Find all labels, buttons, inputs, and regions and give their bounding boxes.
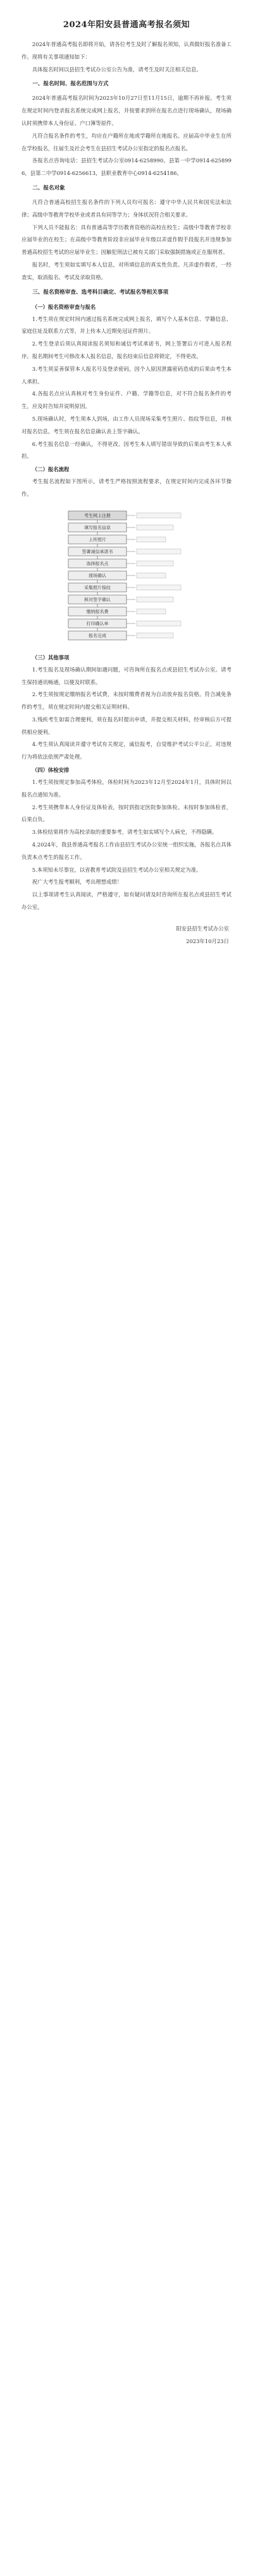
flow-step — [68, 535, 166, 547]
flow-step — [68, 559, 173, 571]
flow-side-note — [137, 609, 166, 614]
section-paragraph: 报名时，考生须如实填写本人信息，对所填信息的真实性负责。凡弄虚作假者，一经查实，取消报名、考试及录取资格。 — [22, 261, 231, 280]
subsection-paragraph: 考生报名流程如下图所示，请考生严格按照流程要求，在规定时间内完成各环节操作。 — [22, 478, 231, 497]
section-paragraph: 凡符合普通高校招生报名条件的下列人员均可报名：遵守中华人民共和国宪法和法律；高级中等教育学校毕业或者具有同等学力；身体状况符合相关要求。 — [22, 198, 231, 218]
section-paragraph: 下列人员不能报名：具有普通高等学历教育资格的高校在校生；高级中等教育学校非应届毕业的在校生；在高级中等教育阶段非应届毕业年级以弄虚作假手段报名并违规参加普通高校招生考试的应届毕业生；因触犯刑法已被有关部门采取强制措施或正在服刑者。 — [22, 224, 231, 256]
flow-step-label: 报名完成 — [89, 633, 106, 639]
subsection-paragraph: 2.考生须携带本人身份证及体检表，按时到指定医院参加体检。未按时参加体检者，后果自负。 — [22, 803, 231, 823]
section-heading: 三、报名资格审查、选考科目确定、考试报名等相关事项 — [32, 289, 169, 296]
flow-step-label: 签署诚信承诺书 — [82, 549, 113, 555]
subsection-paragraph: 5.本须知未尽事宜，以省教育考试院及县招生考试办公室相关规定为准。 — [32, 866, 202, 873]
flow-side-note — [137, 633, 173, 638]
subsection-paragraph: 4.各报名点应认真核对考生身份证件、户籍、学籍等信息，对不符合报名条件的考生，应及时告知并说明原因。 — [22, 390, 231, 410]
subsection-paragraph: 3.考生须妥善保管本人报名号及登录密码，因个人原因泄露密码造成的后果由考生本人承担。 — [22, 365, 231, 385]
flow-side-note — [137, 585, 181, 590]
flow-step — [68, 619, 181, 631]
flow-side-note — [137, 513, 181, 518]
flow-side-note — [137, 549, 181, 554]
intro-paragraph: 具体报名时间以县招生考试办公室公告为准，请考生及时关注相关信息。 — [32, 66, 202, 73]
subsection-heading: （二）报名流程 — [32, 466, 70, 473]
section-heading: 一、报名时间、报名范围与方式 — [32, 81, 109, 88]
document-title: 2024年阳安县普通高考报名须知 — [63, 20, 190, 30]
flow-side-note — [137, 573, 166, 578]
flow-step — [68, 547, 181, 559]
flow-step — [68, 583, 181, 595]
subsection-paragraph: 3.体检结果将作为高校录取的重要参考，请考生如实填写个人病史，不得隐瞒。 — [32, 829, 218, 836]
flow-step-label: 考生网上注册 — [84, 513, 111, 519]
flow-step — [68, 523, 173, 535]
section-heading: 二、报名对象 — [32, 184, 65, 191]
subsection-paragraph: 2.考生须按规定缴纳报名考试费，未按时缴费者视为自动放弃报名资格。符合减免条件的考生，须在规定时间内提交相关证明材料。 — [22, 691, 231, 711]
flow-step — [68, 595, 173, 607]
signature-date: 2023年10月23日 — [186, 937, 229, 944]
section-eligibility — [22, 182, 231, 284]
flow-step-label: 填写报名信息 — [84, 525, 111, 531]
section-paragraph: 各报名点咨询电话：县招生考试办公室0914-6258990，县第一中学0914-6258996，县第二中学0914-6256613，县职业教育中心0914-6254186。 — [22, 157, 231, 177]
flow-step-label: 选择报名点 — [86, 561, 109, 567]
flow-side-note — [137, 621, 181, 626]
section-registration-time — [22, 78, 231, 180]
flow-step-label: 现场确认 — [89, 573, 106, 579]
closing-section — [22, 876, 231, 913]
subsection-paragraph: 1.考生须按规定参加高考体检，体检时间为2023年12月至2024年1月，具体时间以报名点通知为准。 — [22, 779, 231, 798]
subsection-paragraph: 4.2024年，我县普通高考报名工作由县招生考试办公室统一组织实施，各报名点具体负责本点考生的报名工作。 — [22, 841, 231, 860]
flow-side-note — [137, 597, 173, 602]
subsection-paragraph: 3.残疾考生如需合理便利，须在报名时提出申请，并提交相关材料，经审核后方可提供相应便利。 — [22, 716, 231, 735]
subsection-heading: （一）报名资格审查与报名 — [32, 303, 96, 310]
flow-step-label: 核对签字确认 — [84, 597, 111, 603]
intro-paragraph: 2024年普通高考报名即将开始，请各位考生及时了解报名须知，认真做好报名准备工作。现将有关事项通知如下： — [22, 41, 231, 60]
flow-step-label: 缴纳报名费 — [86, 609, 109, 615]
registration-flow-diagram — [53, 509, 200, 644]
subsection-paragraph: 5.现场确认时，考生须本人到场，由工作人员现场采集考生照片、指纹等信息，并核对报名信息。考生须在报名信息确认表上签字确认。 — [22, 415, 231, 435]
flow-step-label: 采集照片指纹 — [84, 585, 111, 591]
closing-paragraph: 祝广大考生报考顺利，考出理想成绩！ — [32, 879, 123, 886]
closing-paragraph: 以上事项请考生认真阅读，严格遵守，如有疑问请及时咨询所在报名点或县招生考试办公室。 — [22, 891, 231, 911]
subsection-heading: （三）其他事项 — [32, 654, 70, 661]
section-paragraph: 2024年普通高考报名时间为2023年10月27日至11月15日，逾期不再补报。考生须在规定时间内登录报名系统完成网上报名，并按要求到所在报名点进行现场确认，现场确认时须携带本人身份证、户口簿等原件。 — [22, 95, 231, 126]
section-paragraph: 凡符合报名条件的考生，均应在户籍所在地或学籍所在地报名。应届高中毕业生在所在学校报名，往届生及社会考生在县招生考试办公室指定的报名点报名。 — [22, 132, 231, 152]
flow-side-note — [137, 525, 173, 530]
intro-section — [22, 39, 231, 76]
subsection-paragraph: 4.考生须认真阅读并遵守考试有关规定，诚信报考，自觉维护考试公平公正。对违规行为将依法依规严肃处理。 — [22, 741, 231, 761]
flow-side-note — [137, 561, 173, 566]
flow-step-label: 上传照片 — [89, 537, 106, 543]
section-review-and-registration — [22, 286, 231, 877]
subsection-paragraph: 6.考生报名信息一经确认，不得更改。因考生本人填写错误导致的后果由考生本人承担。 — [22, 440, 231, 460]
subsection-paragraph: 2.考生登录后须认真阅读报名须知和诚信考试承诺书，网上签署后方可进入报名程序。报名期间考生可修改本人报名信息，报名结束后信息将锁定，不得更改。 — [22, 340, 231, 359]
signature-block — [22, 923, 231, 948]
flow-step — [68, 607, 166, 619]
flow-side-note — [137, 537, 166, 542]
subsection-paragraph: 1.考生报名及现场确认期间如遇问题，可咨询所在报名点或县招生考试办公室。请考生保持通讯畅通，以便及时联系。 — [22, 666, 231, 685]
flow-step — [68, 511, 181, 523]
flow-step — [68, 571, 166, 583]
subsection-paragraph: 1.考生须在规定时间内通过报名系统完成网上报名，填写个人基本信息、学籍信息、家庭住址及联系方式等，并上传本人近期免冠证件照片。 — [22, 315, 231, 335]
flow-step-label: 打印确认单 — [86, 621, 109, 627]
subsection-heading: （四）体检安排 — [32, 767, 70, 774]
flow-step — [68, 631, 173, 640]
signature-org: 阳安县招生考试办公室 — [176, 925, 229, 932]
